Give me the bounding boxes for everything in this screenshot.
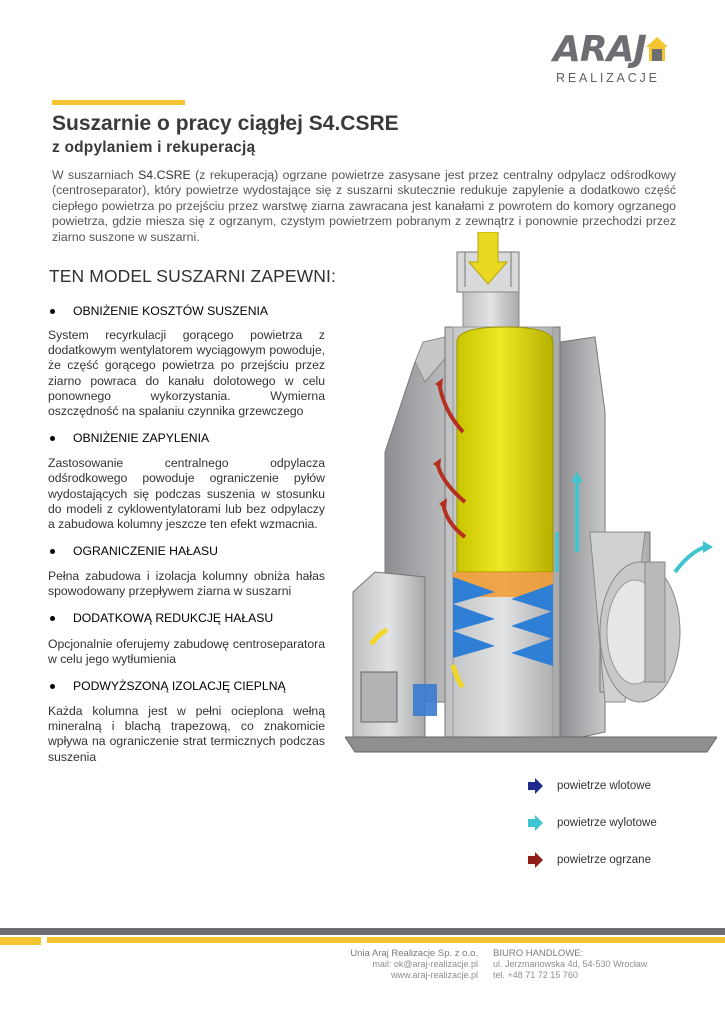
footer-company-info xyxy=(320,948,478,981)
office-phone: tel. +48 71 72 15 760 xyxy=(493,970,578,980)
feature-title: PODWYŻSZONĄ IZOLACJĘ CIEPLNĄ xyxy=(73,678,286,693)
feature-title: OGRANICZENIE HAŁASU xyxy=(73,543,218,558)
centrifugal-fan xyxy=(590,532,680,702)
bullet-icon xyxy=(48,544,62,558)
feature-description: Zastosowanie centralnego odpylacza odśrodkowego powoduje ograniczenie pyłów wydostających się podczas suszenia w stosunku do modeli z cyklowentylatorami lub bez odpylaczy a zabudowa kolumny jeszcze ten efekt wzmacnia. xyxy=(48,456,325,532)
legend-item xyxy=(526,851,651,869)
dryer-illustration xyxy=(345,232,717,762)
page-title: Suszarnie o pracy ciągłej S4.CSRE xyxy=(52,112,399,135)
bullet-icon xyxy=(48,611,62,625)
title-accent-bar xyxy=(52,100,185,105)
feature-item xyxy=(48,302,325,419)
arrow-right-icon xyxy=(526,851,544,869)
arrow-right-icon xyxy=(526,814,544,832)
feature-description: System recyrkulacji gorącego powietrza z dodatkowym wentylatorem wyciągowym powoduje, że część gorącego powietrza po przejściu przez ziarno powraca do kanału dolotowego w celu ponownego wykorzystania. Wymierna oszczędność na spalaniu czynnika grzewczego xyxy=(48,328,325,419)
bullet-icon xyxy=(48,679,62,693)
arrow-right-icon xyxy=(526,777,544,795)
logo-wordmark: ARAJ xyxy=(553,29,646,70)
feature-title: OBNIŻENIE ZAPYLENIA xyxy=(73,430,210,445)
bullet-icon xyxy=(48,431,62,445)
feature-item xyxy=(48,542,325,599)
office-title: BIURO HANDLOWE: xyxy=(493,948,584,959)
intro-model-name: S4.CSRE xyxy=(138,168,191,182)
house-icon xyxy=(645,36,669,62)
company-mail[interactable]: mail: ok@araj-realizacje.pl xyxy=(372,959,478,969)
feature-list xyxy=(48,302,325,765)
intro-text-before: W suszarniach xyxy=(52,168,139,182)
logo-subtitle: REALIZACJE xyxy=(556,71,660,85)
bullet-icon xyxy=(48,304,62,318)
footer-office-info xyxy=(493,948,693,981)
feature-description: Pełna zabudowa i izolacja kolumny obniża hałas spowodowany przepływem ziarna w suszarni xyxy=(48,569,325,599)
feature-description: Opcjonalnie oferujemy zabudowę centroseparatora w celu jego wytłumienia xyxy=(48,636,325,666)
feature-description: Każda kolumna jest w pełni ocieplona wełną mineralną i blachą trapezową, co znakomicie wpływa na ograniczenie strat termicznych podczas suszenia xyxy=(48,704,325,764)
legend-label: powietrze wlotowe xyxy=(557,780,651,792)
feature-title: DODATKOWĄ REDUKCJĘ HAŁASU xyxy=(73,611,274,626)
company-logo xyxy=(553,30,678,85)
office-address: ul. Jerzmanowska 4d, 54-530 Wrocław xyxy=(493,959,648,969)
feature-item xyxy=(48,429,325,532)
section-heading: TEN MODEL SUSZARNI ZAPEWNI: xyxy=(49,266,336,286)
legend-item xyxy=(526,777,651,795)
legend-item xyxy=(526,814,657,832)
legend-label: powietrze wylotowe xyxy=(557,817,657,829)
page-subtitle: z odpylaniem i rekuperacją xyxy=(52,139,256,156)
feature-item xyxy=(48,677,325,765)
feature-item xyxy=(48,610,325,667)
legend-label: powietrze ogrzane xyxy=(557,854,651,866)
company-website[interactable]: www.araj-realizacje.pl xyxy=(390,970,478,980)
intro-text-after: (z rekuperacją) ogrzane powietrze zasysane jest przez centralny odpylacz odśrodkowy (centroseparator), który powietrze wydostające się z suszarni skutecznie redukuje zapylenie a dodatkowo część ciepłego powietrza po przejściu przez warstwę ziarna zawracana jest kanałami z powrotem do komory ogrzanego powietrza, gdzie miesza się z ogrzanym, czystym powietrzem pobranym z zewnątrz i ponownie przechodzi przez ziarno suszone w suszarni. xyxy=(52,168,676,244)
feature-title: OBNIŻENIE KOSZTÓW SUSZENIA xyxy=(73,303,269,318)
company-name: Unia Araj Realizacje Sp. z o.o. xyxy=(350,948,478,959)
